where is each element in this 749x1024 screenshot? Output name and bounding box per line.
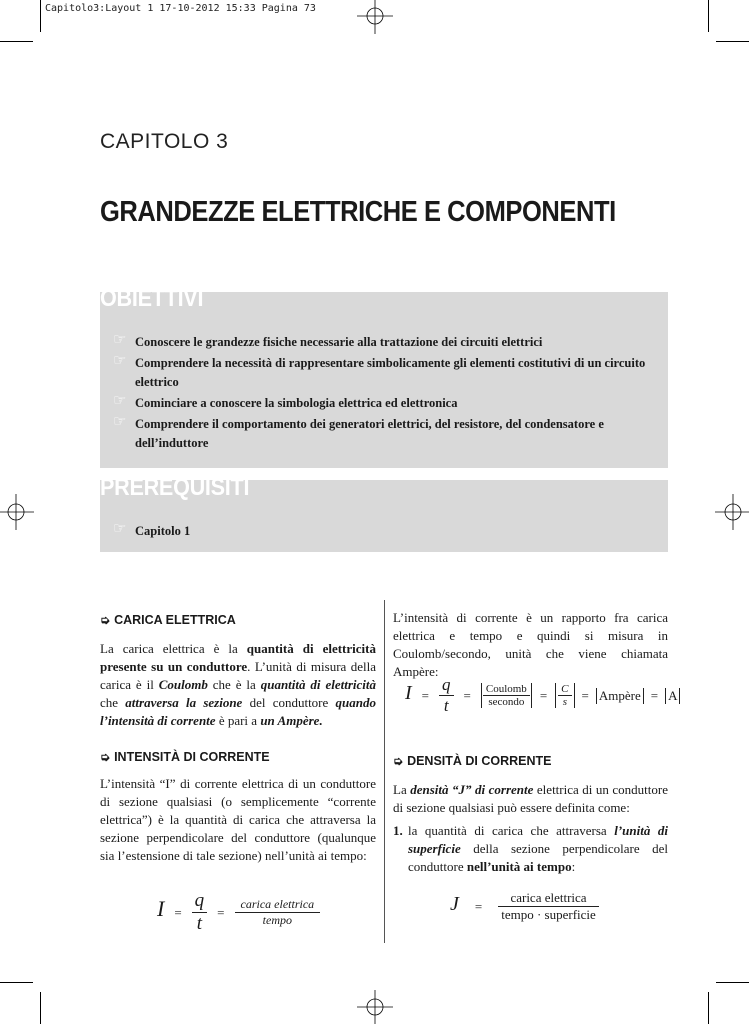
- list-item: ☞ Conoscere le grandezze fisiche necessarie alla trattazione dei circuiti elettrici: [113, 332, 543, 349]
- objectives-list: [113, 333, 661, 455]
- crop-mark: [716, 982, 749, 983]
- registration-mark-icon: [355, 990, 395, 1024]
- print-slug: Capitolo3:Layout 1 17-10-2012 15:33 Pagina 73: [45, 3, 316, 14]
- current-formula: I = $\frac{q}{t}$ = $\frac{\text{carica elettrica}}{\text{tempo}}$: [157, 890, 320, 935]
- crop-mark: [716, 41, 749, 42]
- arrow-icon: ➭: [393, 754, 404, 768]
- densita-paragraph: La densità “J” di corrente elettrica di un conduttore di sezione qualsiasi può essere definita come:: [393, 782, 668, 815]
- list-item: ☞ Cominciare a conoscere la simbologia elettrica ed elettronica: [113, 393, 458, 410]
- pointing-hand-icon: ☞: [113, 353, 127, 369]
- pointing-hand-icon: ☞: [113, 414, 127, 430]
- section-heading-intensita: ➭ INTENSITÀ DI CORRENTE: [100, 750, 270, 764]
- crop-mark: [708, 0, 709, 32]
- chapter-label: CAPITOLO 3: [100, 130, 229, 153]
- pointing-hand-icon: ☞: [113, 393, 127, 409]
- page-title: GRANDEZZE ELETTRICHE E COMPONENTI: [100, 196, 616, 228]
- registration-mark-icon: [715, 492, 749, 532]
- list-item: ☞ Capitolo 1: [113, 521, 191, 538]
- carica-paragraph: La carica elettrica è la quantità di elettricità presente su un conduttore. L’unità di misura della carica è il Coulomb che è la quantità di elettricità che attraversa la sezione del conduttore quando l’intensità di corrente è pari a un Ampère.: [100, 641, 376, 728]
- unit-formula: I = $\frac{q}{t}$ = $\frac{\text{Coulomb}}{\text{secondo}}$ = $\frac{C}{s}$ = Ampère = A: [405, 675, 680, 716]
- section-heading-densita: ➭ DENSITÀ DI CORRENTE: [393, 754, 552, 768]
- registration-mark-icon: [0, 492, 34, 532]
- prerequisites-list: [113, 522, 661, 543]
- crop-mark: [40, 0, 41, 32]
- ampere-intro: L’intensità di corrente è un rapporto fra carica elettrica e tempo e quindi si misura in Coulomb/secondo, unità che viene chiamata Ampère:: [393, 610, 668, 679]
- arrow-icon: ➭: [100, 613, 111, 627]
- density-formula: J = $\frac{\text{carica elettrica}}{\text{tempo · superficie}}$: [450, 890, 599, 923]
- objectives-heading: OBIETTIVI: [100, 285, 204, 312]
- pointing-hand-icon: ☞: [113, 521, 127, 537]
- crop-mark: [40, 992, 41, 1024]
- crop-mark: [0, 982, 33, 983]
- registration-mark-icon: [355, 0, 395, 34]
- pointing-hand-icon: ☞: [113, 332, 127, 348]
- arrow-icon: ➭: [100, 750, 111, 764]
- column-divider: [384, 600, 385, 943]
- intensita-paragraph: L’intensità “I” di corrente elettrica di un conduttore di sezione qualsiasi (o semplicemente “corrente elettrica”) è la quantità di carica che attraversa la sezione perpendicolare del conduttore (qualunque sia l’estensione di tale sezione) nell’unità ai tempo:: [100, 776, 376, 863]
- crop-mark: [0, 41, 33, 42]
- prerequisites-heading: PREREQUISITI: [100, 474, 250, 501]
- list-item: ☞ Comprendere la necessità di rappresentare simbolicamente gli elementi costitutivi di un circuito elettrico: [113, 353, 646, 389]
- list-item: ☞ Comprendere il comportamento dei generatori elettrici, del resistore, del condensatore e dell’induttore: [113, 414, 604, 450]
- section-heading-carica: ➭ CARICA ELETTRICA: [100, 613, 236, 627]
- densita-item: 1. la quantità di carica che attraversa l’unità di superficie della sezione perpendicolare del conduttore nell’unità ai tempo:: [393, 823, 668, 874]
- crop-mark: [708, 992, 709, 1024]
